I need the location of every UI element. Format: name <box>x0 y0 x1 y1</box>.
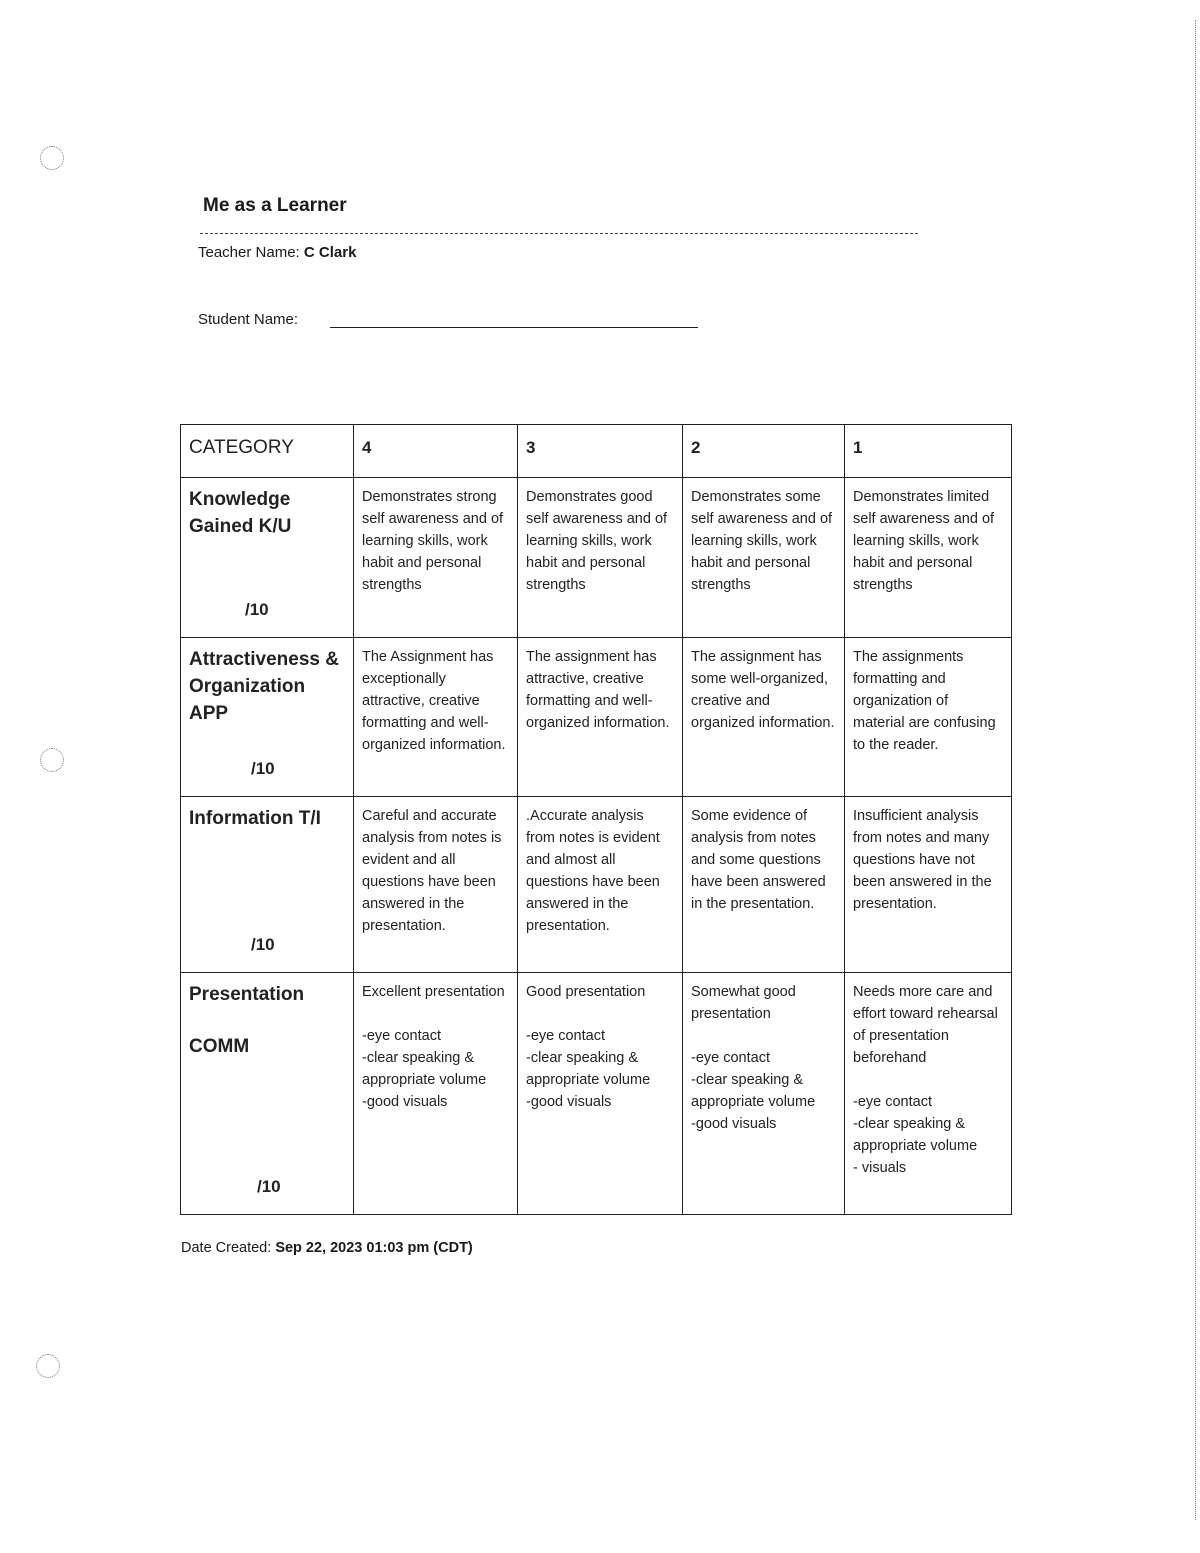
punch-hole-mark <box>40 146 64 170</box>
criteria-cell: The assignment has attractive, creative formatting and well-organized information. <box>518 638 683 797</box>
punch-hole-mark <box>36 1354 60 1378</box>
category-code: COMM <box>189 1036 250 1057</box>
criteria-cell <box>845 973 1012 1215</box>
criteria-item: - visuals <box>853 1160 907 1176</box>
rubric-row <box>181 478 1012 638</box>
category-cell <box>181 973 354 1215</box>
criteria-cell: The assignments formatting and organization of material are confusing to the reader. <box>845 638 1012 797</box>
criteria-cell: Insufficient analysis from notes and many questions have not been answered in the presentation. <box>845 797 1012 973</box>
criteria-item: -good visuals <box>526 1094 612 1110</box>
student-label: Student Name: <box>198 311 299 328</box>
criteria-cell: Some evidence of analysis from notes and some questions have been answered in the presentation. <box>683 797 845 973</box>
student-name-field[interactable] <box>330 327 698 328</box>
criteria-lead: Somewhat good presentation <box>691 984 796 1022</box>
category-cell <box>181 638 354 797</box>
criteria-cell: The Assignment has exceptionally attractive, creative formatting and well-organized information. <box>354 638 518 797</box>
rubric-row <box>181 797 1012 973</box>
criteria-cell: The assignment has some well-organized, creative and organized information. <box>683 638 845 797</box>
criteria-item: -eye contact <box>362 1028 441 1044</box>
category-name: Presentation <box>189 984 305 1005</box>
rubric-table <box>180 424 1012 1215</box>
criteria-cell: .Accurate analysis from notes is evident and almost all questions have been answered in the presentation. <box>518 797 683 973</box>
rubric-row <box>181 638 1012 797</box>
criteria-cell: Demonstrates strong self awareness and of learning skills, work habit and personal strengths <box>354 478 518 638</box>
category-mark: /10 <box>251 759 275 778</box>
criteria-cell: Demonstrates some self awareness and of learning skills, work habit and personal strengths <box>683 478 845 638</box>
header-score-1: 1 <box>845 425 1012 478</box>
header-score-3: 3 <box>518 425 683 478</box>
rubric-header-row <box>181 425 1012 478</box>
header-score-2: 2 <box>683 425 845 478</box>
criteria-item: -clear speaking & appropriate volume <box>526 1050 651 1088</box>
category-mark: /10 <box>257 1177 281 1196</box>
criteria-lead: Excellent presentation <box>362 984 505 1000</box>
header-category: CATEGORY <box>181 425 354 478</box>
date-label: Date Created: <box>181 1240 272 1256</box>
rubric-row <box>181 973 1012 1215</box>
criteria-item: -eye contact <box>691 1050 770 1066</box>
category-name: Knowledge Gained K/U <box>189 489 292 537</box>
category-cell <box>181 478 354 638</box>
criteria-cell <box>683 973 845 1215</box>
category-mark: /10 <box>245 600 269 619</box>
date-value: Sep 22, 2023 01:03 pm (CDT) <box>275 1240 473 1256</box>
category-name: Information T/I <box>189 808 321 829</box>
teacher-name-line <box>198 244 356 261</box>
criteria-cell <box>518 973 683 1215</box>
page-title: Me as a Learner <box>203 195 347 216</box>
criteria-item: -clear speaking & appropriate volume <box>691 1072 816 1110</box>
criteria-item: -clear speaking & appropriate volume <box>362 1050 487 1088</box>
category-cell <box>181 797 354 973</box>
scan-edge-artifact <box>1193 20 1196 1520</box>
criteria-cell <box>354 973 518 1215</box>
title-divider <box>200 233 918 234</box>
category-name: Attractiveness & Organization APP <box>189 649 339 724</box>
category-mark: /10 <box>251 935 275 954</box>
criteria-item: -eye contact <box>853 1094 932 1110</box>
criteria-item: -good visuals <box>691 1116 777 1132</box>
punch-hole-mark <box>40 748 64 772</box>
criteria-cell: Demonstrates limited self awareness and of learning skills, work habit and personal strengths <box>845 478 1012 638</box>
criteria-item: -eye contact <box>526 1028 605 1044</box>
criteria-lead: Needs more care and effort toward rehearsal of presentation beforehand <box>853 984 998 1066</box>
teacher-name: C Clark <box>303 244 357 261</box>
criteria-item: -good visuals <box>362 1094 448 1110</box>
header-score-4: 4 <box>354 425 518 478</box>
criteria-cell: Demonstrates good self awareness and of learning skills, work habit and personal strengths <box>518 478 683 638</box>
criteria-lead: Good presentation <box>526 984 646 1000</box>
criteria-cell: Careful and accurate analysis from notes is evident and all questions have been answered in the presentation. <box>354 797 518 973</box>
criteria-item: -clear speaking & appropriate volume <box>853 1116 978 1154</box>
teacher-label: Teacher Name: <box>198 244 300 261</box>
date-created <box>181 1240 473 1256</box>
